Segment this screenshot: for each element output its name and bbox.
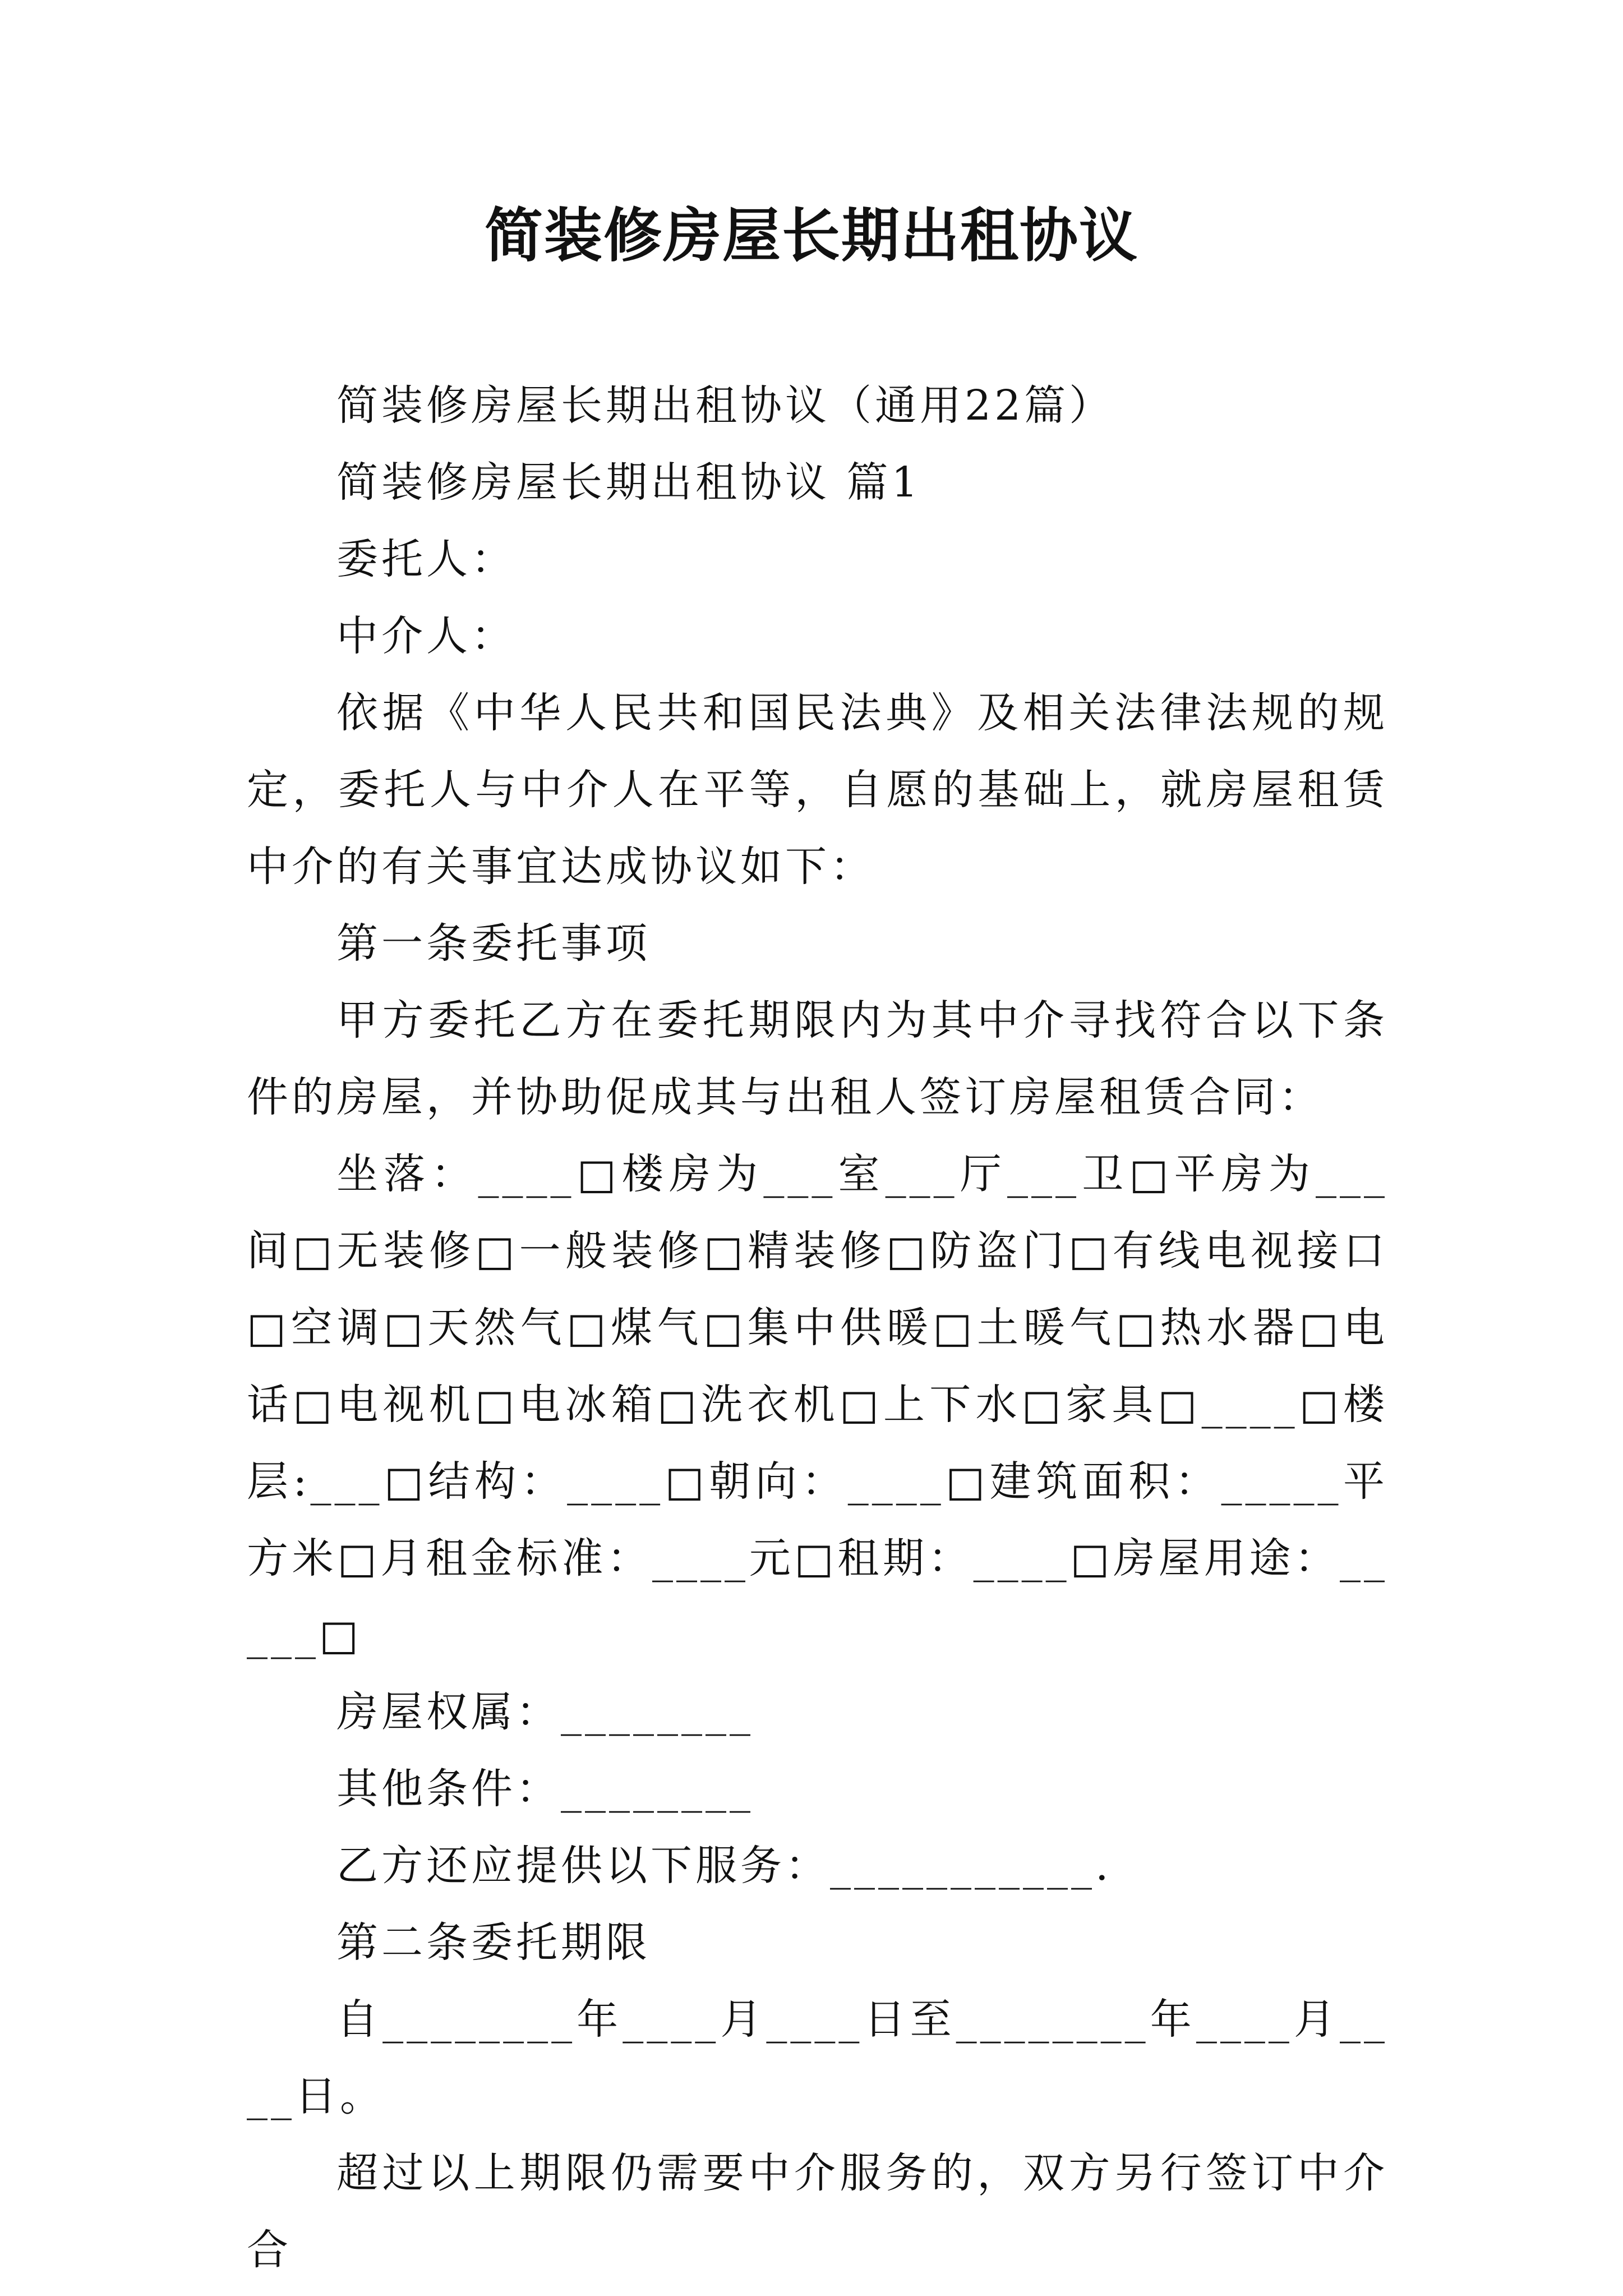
paragraph-other-conditions: 其他条件：________	[336, 1765, 754, 1813]
document-body	[247, 367, 1388, 2289]
paragraph-principal: 委托人：	[336, 535, 516, 583]
document-title: 简装修房屋长期出租协议	[484, 201, 1138, 270]
paragraph-clause-one-text: 甲方委托乙方在委托期限内为其中介寻找符合以下条件的房屋，并协助促成其与出租人签订房屋租赁合同：	[247, 996, 1388, 1121]
paragraph-clause-two-heading: 第二条委托期限	[336, 1918, 651, 1967]
paragraph-term-dates: 自________年____月____日至________年____月____日。	[247, 1995, 1388, 2120]
paragraph-property-details: 坐落：____□楼房为___室___厅___卫□平房为___间□无装修□一般装修□精装修□防盗门□有线电视接口□空调□天然气□煤气□集中供暖□土暖气□热水器□电话□电视机□电冰箱□洗衣机□上下水□家具□____□楼层:___□结构：____□朝向：____□建筑面积：_____平方米□月租金标准：____元□租期：____□房屋用途：_____□	[247, 1150, 1388, 1659]
paragraph-agent: 中介人：	[336, 612, 516, 660]
paragraph-article-heading: 简装修房屋长期出租协议 篇1	[336, 458, 921, 507]
paragraph-term-extension: 超过以上期限仍需要中介服务的，双方另行签订中介合	[247, 2149, 1388, 2274]
paragraph-ownership: 房屋权属：________	[336, 1688, 754, 1736]
paragraph-subtitle: 简装修房屋长期出租协议（通用22篇）	[336, 381, 1114, 430]
paragraph-legal-basis: 依据《中华人民共和国民法典》及相关法律法规的规定，委托人与中介人在平等，自愿的基础上，就房屋租赁中介的有关事宜达成协议如下：	[247, 689, 1388, 891]
paragraph-clause-one-heading: 第一条委托事项	[336, 919, 651, 968]
paragraph-services: 乙方还应提供以下服务：___________.	[336, 1842, 1112, 1890]
